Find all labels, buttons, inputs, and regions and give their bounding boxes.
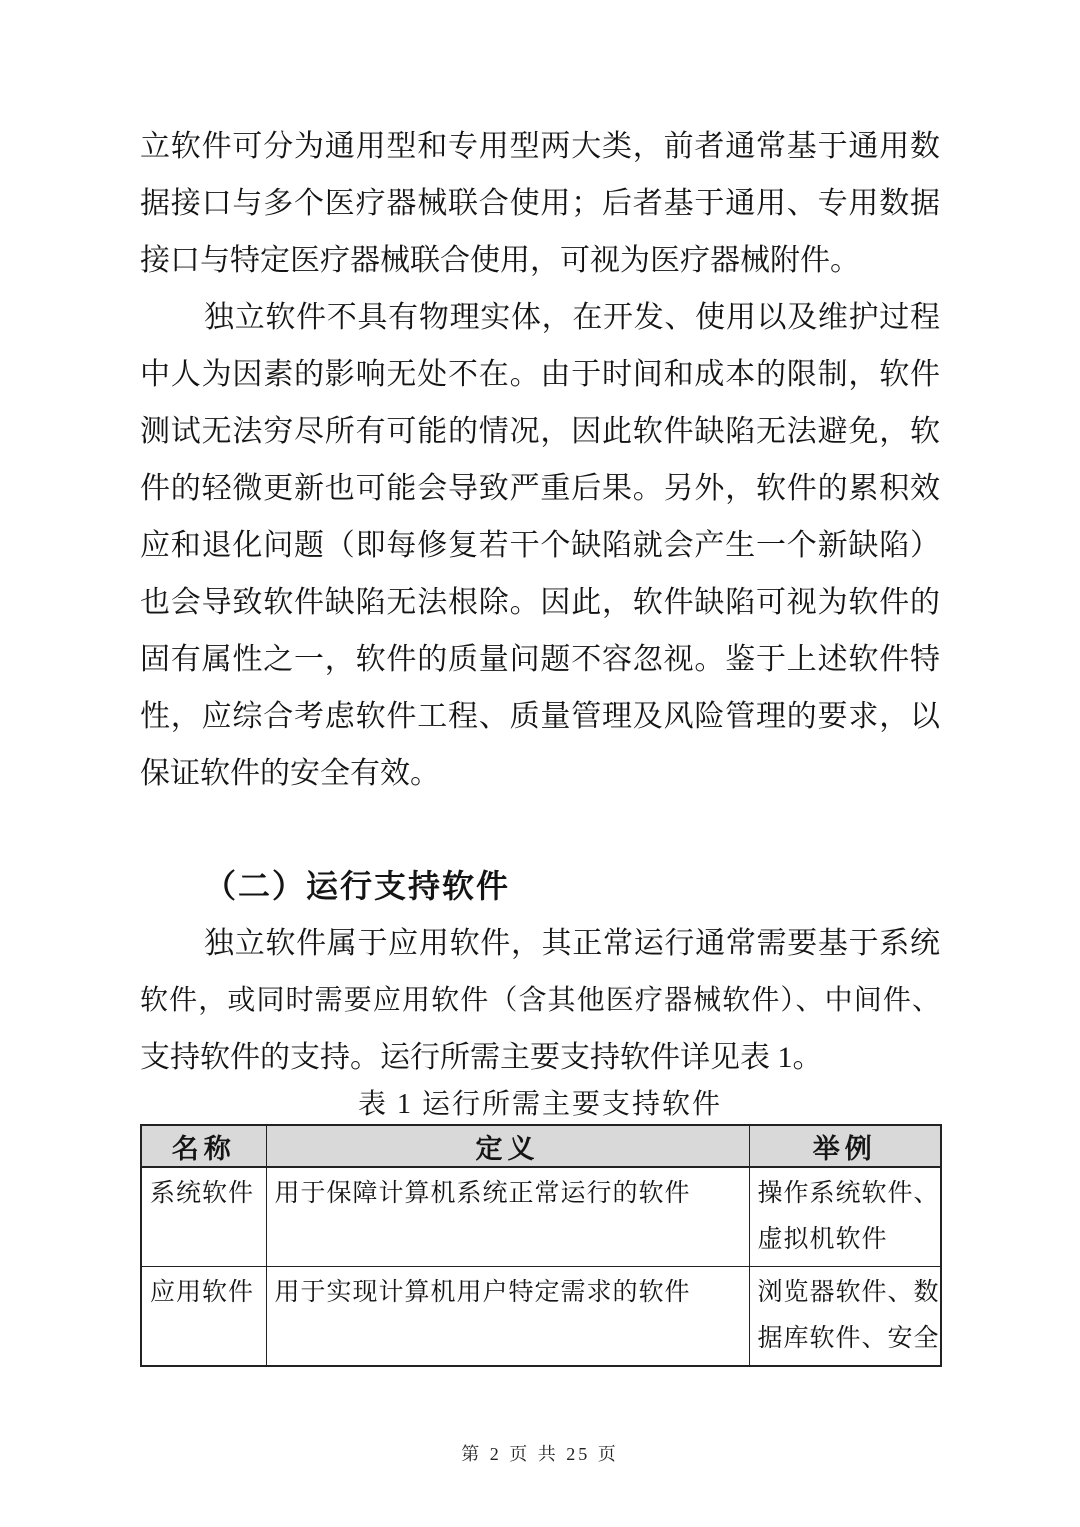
example-line: 浏览器软件、数 [757, 1279, 940, 1306]
body-line: 接口与特定医疗器械联合使用，可视为医疗器械附件。 [140, 244, 860, 277]
support-software-table [140, 1124, 942, 1367]
table-header-row [141, 1125, 941, 1167]
body-line: 也会导致软件缺陷无法根除。因此，软件缺陷可视为软件的 [140, 586, 940, 619]
body-line: 固有属性之一，软件的质量问题不容忽视。鉴于上述软件特 [140, 643, 940, 676]
body-line: 独立软件属于应用软件，其正常运行通常需要基于系统 [204, 927, 940, 960]
body-line: 应和退化问题（即每修复若干个缺陷就会产生一个新缺陷） [140, 529, 940, 562]
body-line: 测试无法穷尽所有可能的情况，因此软件缺陷无法避免，软 [140, 415, 940, 448]
cell-definition: 用于保障计算机系统正常运行的软件 [266, 1167, 749, 1267]
body-line: 软件，或同时需要应用软件（含其他医疗器械软件）、中间件、 [140, 985, 940, 1016]
paragraph-software-defects [140, 289, 940, 802]
cell-definition: 用于实现计算机用户特定需求的软件 [266, 1267, 749, 1367]
page-number-footer: 第 2 页 共 25 页 [461, 1444, 619, 1464]
example-line: 据库软件、安全 [757, 1325, 940, 1352]
section-gap [140, 802, 940, 858]
body-line: 支持软件的支持。运行所需主要支持软件详见表 1。 [140, 1041, 823, 1074]
cell-example [749, 1167, 941, 1267]
body-line: 件的轻微更新也可能会导致严重后果。另外，软件的累积效 [140, 472, 940, 505]
section-heading: （二）运行支持软件 [204, 868, 511, 904]
column-header-example: 举例 [749, 1125, 941, 1167]
cell-name: 系统软件 [141, 1167, 266, 1267]
body-line: 立软件可分为通用型和专用型两大类，前者通常基于通用数 [140, 130, 940, 163]
column-header-name: 名称 [141, 1125, 266, 1167]
body-line: 保证软件的安全有效。 [140, 757, 440, 790]
body-line: 据接口与多个医疗器械联合使用；后者基于通用、专用数据 [140, 187, 940, 220]
paragraph-support-software [140, 915, 940, 1086]
column-header-definition: 定义 [266, 1125, 749, 1167]
body-line: 独立软件不具有物理实体，在开发、使用以及维护过程 [204, 301, 940, 334]
example-line: 虚拟机软件 [757, 1226, 888, 1253]
table-row [141, 1267, 941, 1367]
table-row [141, 1167, 941, 1267]
table-caption: 表 1 运行所需主要支持软件 [357, 1089, 722, 1120]
paragraph-continued [140, 118, 940, 289]
body-line: 中人为因素的影响无处不在。由于时间和成本的限制，软件 [140, 358, 940, 391]
example-line: 操作系统软件、 [757, 1180, 940, 1207]
document-body [140, 118, 940, 1367]
cell-example [749, 1267, 941, 1367]
body-line: 性，应综合考虑软件工程、质量管理及风险管理的要求，以 [140, 700, 940, 733]
cell-name: 应用软件 [141, 1267, 266, 1367]
